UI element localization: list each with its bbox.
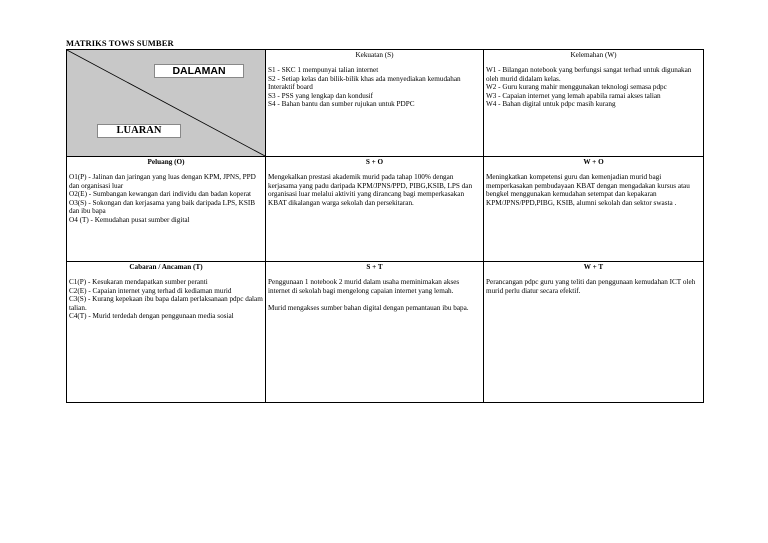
strength-list xyxy=(268,66,481,109)
weakness-list xyxy=(486,66,701,109)
so-heading: S + O xyxy=(365,158,384,166)
wo-item: Meningkatkan kompetensi guru dan kemenjadian murid bagi memperkasakan pembudayaan KBAT dengan mengadakan kursus atau bengkel menggunakan kemudahan setempat dan kepakaran KPM/JPNS/PPD,PIBG, KSIB, alumni sekolah dan sektor swasta . xyxy=(486,173,690,207)
threat-item: C2(E) - Capaian internet yang terhad di kediaman murid xyxy=(69,286,232,295)
wo-list xyxy=(486,173,701,207)
wt-list xyxy=(486,278,701,295)
opportunity-heading: Peluang (O) xyxy=(147,158,185,166)
st-cell xyxy=(266,262,484,403)
wt-cell xyxy=(484,262,704,403)
weakness-item: W1 - Bilangan notebook yang berfungsi sangat terhad untuk digunakan oleh murid didalam kelas. xyxy=(486,66,692,83)
tows-matrix xyxy=(66,49,704,403)
weakness-item: W2 - Guru kurang mahir menggunakan teknologi semasa pdpc xyxy=(486,83,667,92)
opportunity-item: O2(E) - Sumbangan kewangan dari individu dan badan koperat xyxy=(69,190,252,199)
opportunity-item: O3(S) - Sokongan dan kerjasama yang baik daripada LPS, KSIB dan ibu bapa xyxy=(69,198,256,216)
wo-cell xyxy=(484,157,704,262)
opportunity-cell xyxy=(67,157,266,262)
strength-item: S3 - PSS yang lengkap dan kondusif xyxy=(268,91,374,100)
luaran-label: LUARAN xyxy=(97,124,181,138)
opportunity-item: O4 (T) - Kemudahan pusat sumber digital xyxy=(69,215,190,224)
wt-item: Perancangan pdpc guru yang teliti dan penggunaan kemudahan ICT oleh murid perlu diatur secara efektif. xyxy=(486,278,696,295)
so-item: Mengekalkan prestasi akademik murid pada tahap 100% dengan kerjasama yang padu daripada KPM/JPNS/PPD, PIBG,KSIB, LPS dan organisasi luar melalui aktiviti yang dirancang bagi memperkasakan KBAT dikalangan warga sekolah dan persekitaran. xyxy=(268,173,473,207)
wt-heading: W + T xyxy=(583,263,604,271)
weakness-cell xyxy=(484,50,704,157)
st-item: Penggunaan 1 notebook 2 murid dalam usaha meminimakan akses internet di sekolah bagi mengelong capaian internet yang lemah. xyxy=(268,278,460,295)
so-list xyxy=(268,173,481,207)
threat-cell xyxy=(67,262,266,403)
strength-item: S1 - SKC 1 mempunyai talian internet xyxy=(268,66,379,74)
threat-item: C4(T) - Murid terdedah dengan penggunaan media sosial xyxy=(69,312,234,321)
st-item: Murid mengakses sumber bahan digital dengan pemantauan ibu bapa. xyxy=(268,304,469,313)
matrix-row-header xyxy=(67,50,704,157)
wo-heading: W + O xyxy=(583,158,604,166)
threat-list xyxy=(69,278,263,321)
dalaman-label: DALAMAN xyxy=(154,64,244,78)
threat-item: C3(S) - Kurang kepekaan ibu bapa dalam perlaksanaan pdpc dalam talian. xyxy=(69,295,263,312)
st-list xyxy=(268,278,481,313)
so-cell xyxy=(266,157,484,262)
st-heading: S + T xyxy=(366,263,383,271)
threat-heading: Cabaran / Ancaman (T) xyxy=(129,263,203,271)
matrix-row-threat xyxy=(67,262,704,403)
weakness-heading: Kelemahan (W) xyxy=(570,51,617,59)
opportunity-list xyxy=(69,173,263,225)
strength-item: S2 - Setiap kelas dan bilik-bilik khas ada menyediakan kemudahan Interaktif board xyxy=(268,74,461,92)
document-title: MATRIKS TOWS SUMBER xyxy=(66,38,174,48)
matrix-row-opportunity xyxy=(67,157,704,262)
weakness-item: W3 - Capaian internet yang lemah apabila ramai akses talian xyxy=(486,91,661,100)
weakness-item: W4 - Bahan digital untuk pdpc masih kurang xyxy=(486,100,616,109)
opportunity-item: O1(P) - Jalinan dan jaringan yang luas dengan KPM, JPNS, PPD dan organisasi luar xyxy=(69,173,256,190)
strength-item: S4 - Bahan bantu dan sumber rujukan untuk PDPC xyxy=(268,100,415,109)
corner-cell xyxy=(67,50,266,157)
threat-item: C1(P) - Kesukaran mendapatkan sumber peranti xyxy=(69,278,208,286)
strength-heading: Kekuatan (S) xyxy=(355,51,394,59)
strength-cell xyxy=(266,50,484,157)
